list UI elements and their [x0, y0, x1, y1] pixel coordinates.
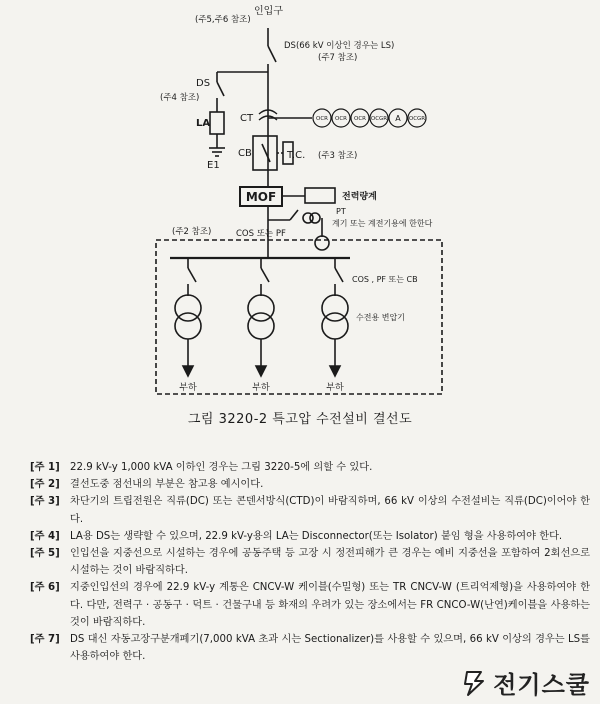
ds-left-switch [217, 82, 224, 96]
ref-note7-label: (주7 참조) [318, 53, 358, 63]
feeder-1 [175, 258, 201, 376]
watermark [459, 665, 590, 700]
cb-label: CB [238, 148, 252, 159]
feeder-2 [248, 258, 274, 376]
electric-school-logo-icon [459, 668, 489, 698]
ct-label: CT [240, 113, 254, 124]
note-text: 차단기의 트립전원은 직류(DC) 또는 콘덴서방식(CTD)이 바람직하며, 66 kV 이상의 수전설비는 직류(DC)이어야 한다. [70, 496, 590, 525]
la-label: LA [196, 118, 211, 129]
note-1 [30, 459, 590, 476]
relay-1: OCR [316, 116, 328, 122]
relay-3: OCR [354, 116, 366, 122]
cb-box [253, 136, 277, 170]
note-text: 지중인입선의 경우에 22.9 kV-y 계통은 CNCV-W 케이블(수밀형) 또는 TR CNCV-W (트리억제형)을 사용하여야 한다. 다만, 전력구 · 공동구 · 덕트 · 건물구내 등 화재의 우려가 있는 장소에서는 FR CNCO-W(난연)케이블을 사용하는 것이 바람직하다. [70, 582, 590, 628]
watt-hour-meter [305, 188, 335, 203]
note-3 [30, 493, 590, 527]
note-label: [주 1] [30, 462, 60, 473]
note-text: 22.9 kV-y 1,000 kVA 이하인 경우는 그림 3220-5에 의할 수 있다. [70, 462, 373, 473]
note-text: 결선도중 점선내의 부분은 참고용 예시이다. [70, 479, 264, 491]
incoming-label: 인입구 [254, 6, 283, 17]
relay-4: OCGR [370, 116, 388, 122]
cos-pf-cb-label: COS , PF 또는 CB [352, 275, 418, 284]
protection-label: 계기 또는 계전기용에 한한다 [332, 219, 433, 228]
note-label: [주 3] [30, 496, 60, 508]
cos-pf-label: COS 또는 PF [236, 229, 286, 239]
note-text: LA용 DS는 생략할 수 있으며, 22.9 kV-y용의 LA는 Disconnector(또는 Isolator) 붙임 형을 사용하여야 한다. [70, 530, 563, 542]
feeder-3 [322, 258, 348, 376]
note-label: [주 2] [30, 479, 60, 491]
ds-top-switch [268, 46, 276, 62]
ds-top-label: DS(66 kV 이상인 경우는 LS) [284, 41, 395, 51]
notes-list [30, 459, 590, 665]
note-label: [주 6] [30, 582, 60, 594]
note-7 [30, 631, 590, 665]
note-4 [30, 528, 590, 545]
ref-note3-label: (주3 참조) [318, 151, 358, 161]
ds-left-label: DS [196, 78, 211, 89]
note-6 [30, 579, 590, 631]
note-label: [주 5] [30, 548, 60, 560]
e1-label: E1 [207, 160, 220, 171]
watermark-text: 전기스쿨 [493, 671, 590, 699]
note-text: 인입선을 지중선으로 시설하는 경우에 공동주택 등 고장 시 정전피해가 큰 경우는 예비 지중선을 포함하여 2회선으로 시설하는 것이 바람직하다. [70, 548, 590, 577]
note-label: [주 7] [30, 634, 60, 646]
figure-caption: 그림 3220-2 특고압 수전설비 결선도 [187, 412, 413, 427]
load-label-3: 부하 [326, 383, 344, 393]
la-arrester [210, 112, 224, 134]
ref-note2-label: (주2 참조) [172, 227, 212, 237]
relay-2: OCR [335, 116, 347, 122]
meter-label: 전력량계 [342, 192, 377, 202]
ref-note6-label: (주5,주6 참조) [195, 15, 251, 25]
note-5 [30, 545, 590, 579]
pt-label: PT [336, 207, 346, 216]
voltmeter [315, 236, 329, 250]
mof-label: MOF [245, 190, 277, 204]
ref-note4-label: (주4 참조) [160, 93, 200, 103]
tc-label: T.C. [287, 150, 306, 161]
note-label: [주 4] [30, 530, 60, 542]
note-text: DS 대신 자동고장구분개폐기(7,000 kVA 초과 시는 Sectionalizer)를 사용할 수 있으며, 66 kV 이상의 경우는 LS를 사용하여야 한다. [70, 634, 590, 663]
note-2 [30, 476, 590, 493]
transformer-label: 수전용 변압기 [356, 313, 405, 322]
load-label-1: 부하 [179, 383, 197, 393]
relay-6: OCGR [408, 116, 426, 122]
load-label-2: 부하 [252, 383, 270, 393]
relay-5: A [395, 114, 401, 123]
